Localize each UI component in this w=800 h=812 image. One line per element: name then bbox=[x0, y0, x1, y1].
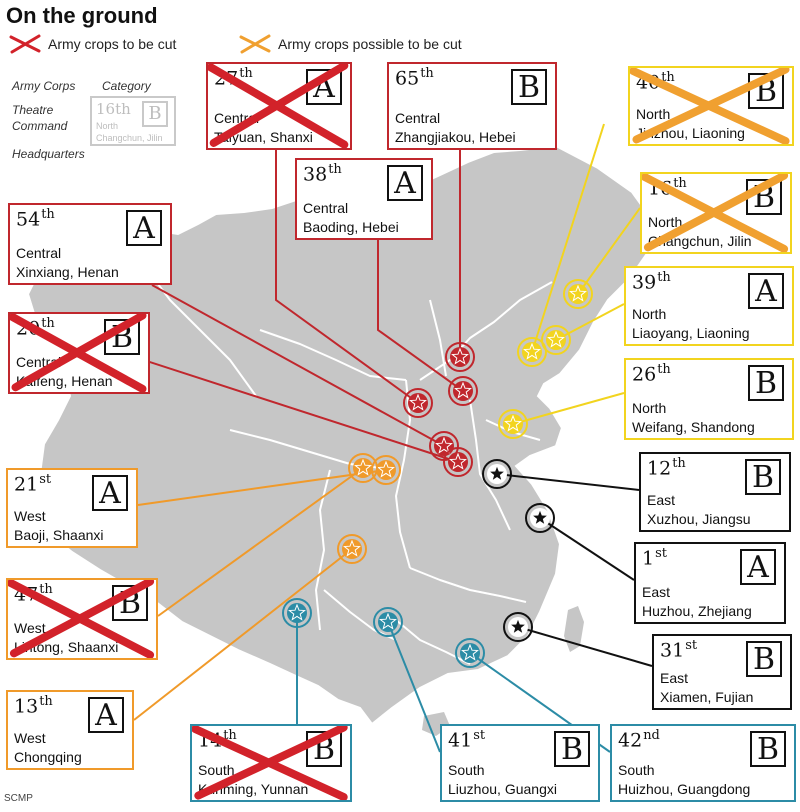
corps-number bbox=[198, 728, 237, 751]
army-corps-card-40th bbox=[628, 66, 794, 146]
corps-number-value: 65 bbox=[395, 67, 420, 90]
key-theatre-command-label: Theatre Command bbox=[12, 103, 68, 133]
headquarters: Huizhou, Guangdong bbox=[618, 781, 751, 797]
star-marker-47th bbox=[349, 454, 377, 482]
leader-line-31st bbox=[518, 627, 652, 666]
corps-number bbox=[303, 162, 342, 185]
army-corps-card-38th bbox=[295, 158, 433, 240]
army-corps-card-21st bbox=[6, 468, 138, 548]
category-badge: A bbox=[387, 165, 423, 201]
corps-number-value: 27 bbox=[214, 67, 239, 90]
corps-number bbox=[14, 694, 53, 717]
key-category-label: Category bbox=[102, 79, 151, 93]
theatre-command: North bbox=[632, 400, 667, 416]
star-marker-41st bbox=[374, 608, 402, 636]
corps-number-suffix: th bbox=[673, 176, 687, 191]
theatre-command: East bbox=[660, 670, 689, 686]
corps-number-suffix: nd bbox=[643, 728, 660, 743]
corps-number-value: 26 bbox=[632, 363, 657, 386]
category-badge: B bbox=[745, 459, 781, 495]
army-corps-card-27th bbox=[206, 62, 352, 150]
corps-number bbox=[660, 638, 697, 661]
category-badge: B bbox=[511, 69, 547, 105]
theatre-command: East bbox=[647, 492, 676, 508]
legend-cut bbox=[8, 34, 176, 54]
army-corps-card-54th bbox=[8, 203, 172, 285]
category-badge: A bbox=[748, 273, 784, 309]
headquarters: Liuzhou, Guangxi bbox=[448, 781, 557, 797]
key-army-corps-label: Army Corps bbox=[12, 79, 76, 93]
star-marker-38th bbox=[449, 377, 477, 405]
corps-number-suffix: th bbox=[223, 728, 237, 743]
army-corps-card-13th bbox=[6, 690, 134, 770]
headquarters: Xinxiang, Henan bbox=[16, 264, 119, 280]
headquarters: Zhangjiakou, Hebei bbox=[395, 129, 516, 145]
army-corps-card-42nd bbox=[610, 724, 796, 802]
headquarters: Jinzhou, Liaoning bbox=[636, 125, 745, 141]
corps-number bbox=[16, 316, 55, 339]
army-corps-card-47th bbox=[6, 578, 158, 660]
theatre-command: North bbox=[636, 106, 671, 122]
corps-number-suffix: st bbox=[473, 728, 486, 743]
star-marker-65th bbox=[446, 343, 474, 371]
category-badge: B bbox=[112, 585, 148, 621]
legend-possible bbox=[238, 34, 462, 54]
page-title: On the ground bbox=[6, 3, 158, 28]
corps-number-value: 1 bbox=[642, 547, 655, 570]
legend-possible-label: Army crops possible to be cut bbox=[278, 36, 462, 52]
army-corps-card-41st bbox=[440, 724, 600, 802]
category-badge: A bbox=[126, 210, 162, 246]
army-corps-card-31st bbox=[652, 634, 792, 710]
corps-number-suffix: th bbox=[420, 66, 434, 81]
corps-number-value: 47 bbox=[14, 583, 39, 606]
corps-number-value: 20 bbox=[16, 317, 41, 340]
theatre-command: North bbox=[632, 306, 667, 322]
theatre-command: South bbox=[618, 762, 655, 778]
army-corps-card-65th bbox=[387, 62, 557, 150]
headquarters: Xuzhou, Jiangsu bbox=[647, 511, 751, 527]
corps-number-suffix: th bbox=[657, 270, 671, 285]
corps-number-suffix: th bbox=[657, 362, 671, 377]
key-sample-number: 16th bbox=[96, 100, 131, 118]
army-corps-card-20th bbox=[8, 312, 150, 394]
theatre-command: South bbox=[448, 762, 485, 778]
army-corps-card-16th bbox=[640, 172, 792, 254]
corps-number bbox=[395, 66, 434, 89]
corps-number bbox=[648, 176, 687, 199]
headquarters: Kunming, Yunnan bbox=[198, 781, 309, 797]
star-marker-26th bbox=[499, 410, 527, 438]
orange-cross-icon bbox=[238, 34, 272, 54]
headquarters: Chongqing bbox=[14, 749, 82, 765]
headquarters: Changchun, Jilin bbox=[648, 233, 752, 249]
headquarters: Xiamen, Fujian bbox=[660, 689, 754, 705]
theatre-command: North bbox=[648, 214, 683, 230]
headquarters: Baoji, Shaanxi bbox=[14, 527, 104, 543]
corps-number-value: 12 bbox=[647, 457, 672, 480]
star-marker-14th bbox=[283, 599, 311, 627]
corps-number bbox=[214, 66, 253, 89]
army-corps-card-39th bbox=[624, 266, 794, 346]
corps-number-suffix: th bbox=[239, 66, 253, 81]
corps-number bbox=[14, 472, 51, 495]
corps-number-suffix: th bbox=[328, 162, 342, 177]
category-badge: B bbox=[104, 319, 140, 355]
key-sample-card bbox=[90, 96, 176, 146]
star-marker-42nd bbox=[456, 639, 484, 667]
army-corps-card-26th bbox=[624, 358, 794, 440]
key-sample-hq: Changchun, Jilin bbox=[96, 133, 163, 143]
theatre-command: West bbox=[14, 508, 46, 524]
theatre-command: West bbox=[14, 730, 46, 746]
category-badge: B bbox=[554, 731, 590, 767]
category-badge: B bbox=[748, 365, 784, 401]
category-badge: B bbox=[306, 731, 342, 767]
star-marker-20th bbox=[444, 448, 472, 476]
corps-number-suffix: th bbox=[672, 456, 686, 471]
corps-number-value: 13 bbox=[14, 695, 39, 718]
star-marker-27th bbox=[404, 389, 432, 417]
category-badge: B bbox=[746, 179, 782, 215]
star-marker-31st bbox=[504, 613, 532, 641]
star-marker-13th bbox=[338, 535, 366, 563]
theatre-command: Central bbox=[214, 110, 260, 126]
star-marker-1st bbox=[526, 504, 554, 532]
corps-number-value: 31 bbox=[660, 639, 685, 662]
corps-number bbox=[448, 728, 485, 751]
corps-number-value: 16 bbox=[648, 177, 673, 200]
category-badge: A bbox=[88, 697, 124, 733]
headquarters: Weifang, Shandong bbox=[632, 419, 755, 435]
corps-number-value: 54 bbox=[16, 208, 41, 231]
theatre-command: Central bbox=[303, 200, 349, 216]
corps-number-suffix: st bbox=[655, 546, 667, 561]
corps-number bbox=[618, 728, 660, 751]
corps-number-value: 14 bbox=[198, 729, 223, 752]
headquarters: Kaifeng, Henan bbox=[16, 373, 113, 389]
theatre-command: Central bbox=[395, 110, 441, 126]
headquarters: Baoding, Hebei bbox=[303, 219, 399, 235]
corps-number-suffix: st bbox=[39, 472, 52, 487]
theatre-command: West bbox=[14, 620, 46, 636]
category-badge: B bbox=[750, 731, 786, 767]
corps-number-suffix: th bbox=[41, 207, 55, 222]
legend-cut-label: Army crops to be cut bbox=[48, 36, 177, 52]
category-badge: B bbox=[748, 73, 784, 109]
corps-number-suffix: st bbox=[685, 638, 698, 653]
source-credit: SCMP bbox=[4, 793, 33, 804]
corps-number-value: 21 bbox=[14, 473, 39, 496]
corps-number-suffix: th bbox=[41, 316, 55, 331]
headquarters: Taiyuan, Shanxi bbox=[214, 129, 313, 145]
key-sample-theatre: North bbox=[96, 121, 119, 131]
category-badge: B bbox=[746, 641, 782, 677]
corps-number bbox=[647, 456, 686, 479]
theatre-command: Central bbox=[16, 245, 62, 261]
corps-number-value: 41 bbox=[448, 729, 473, 752]
corps-number bbox=[14, 582, 53, 605]
key-sample-category: B bbox=[142, 101, 168, 127]
headquarters: Lintong, Shaanxi bbox=[14, 639, 119, 655]
corps-number-value: 42 bbox=[618, 729, 643, 752]
corps-number bbox=[632, 270, 671, 293]
corps-number bbox=[636, 70, 675, 93]
category-badge: A bbox=[92, 475, 128, 511]
star-marker-39th bbox=[542, 326, 570, 354]
category-badge: A bbox=[306, 69, 342, 105]
key-headquarters-label: Headquarters bbox=[12, 147, 85, 161]
corps-number bbox=[16, 207, 55, 230]
corps-number-value: 39 bbox=[632, 271, 657, 294]
corps-number bbox=[642, 546, 667, 569]
star-marker-16th bbox=[564, 280, 592, 308]
corps-number-suffix: th bbox=[661, 70, 675, 85]
corps-number bbox=[632, 362, 671, 385]
corps-number-value: 38 bbox=[303, 163, 328, 186]
army-corps-card-12th bbox=[639, 452, 791, 532]
corps-number-suffix: th bbox=[39, 694, 53, 709]
headquarters: Liaoyang, Liaoning bbox=[632, 325, 750, 341]
theatre-command: South bbox=[198, 762, 235, 778]
corps-number-value: 40 bbox=[636, 71, 661, 94]
theatre-command: East bbox=[642, 584, 671, 600]
corps-number-suffix: th bbox=[39, 582, 53, 597]
army-corps-card-1st bbox=[634, 542, 786, 624]
theatre-command: Central bbox=[16, 354, 62, 370]
headquarters: Huzhou, Zhejiang bbox=[642, 603, 752, 619]
army-corps-card-14th bbox=[190, 724, 352, 802]
red-cross-icon bbox=[8, 34, 42, 54]
category-badge: A bbox=[740, 549, 776, 585]
star-marker-12th bbox=[483, 460, 511, 488]
